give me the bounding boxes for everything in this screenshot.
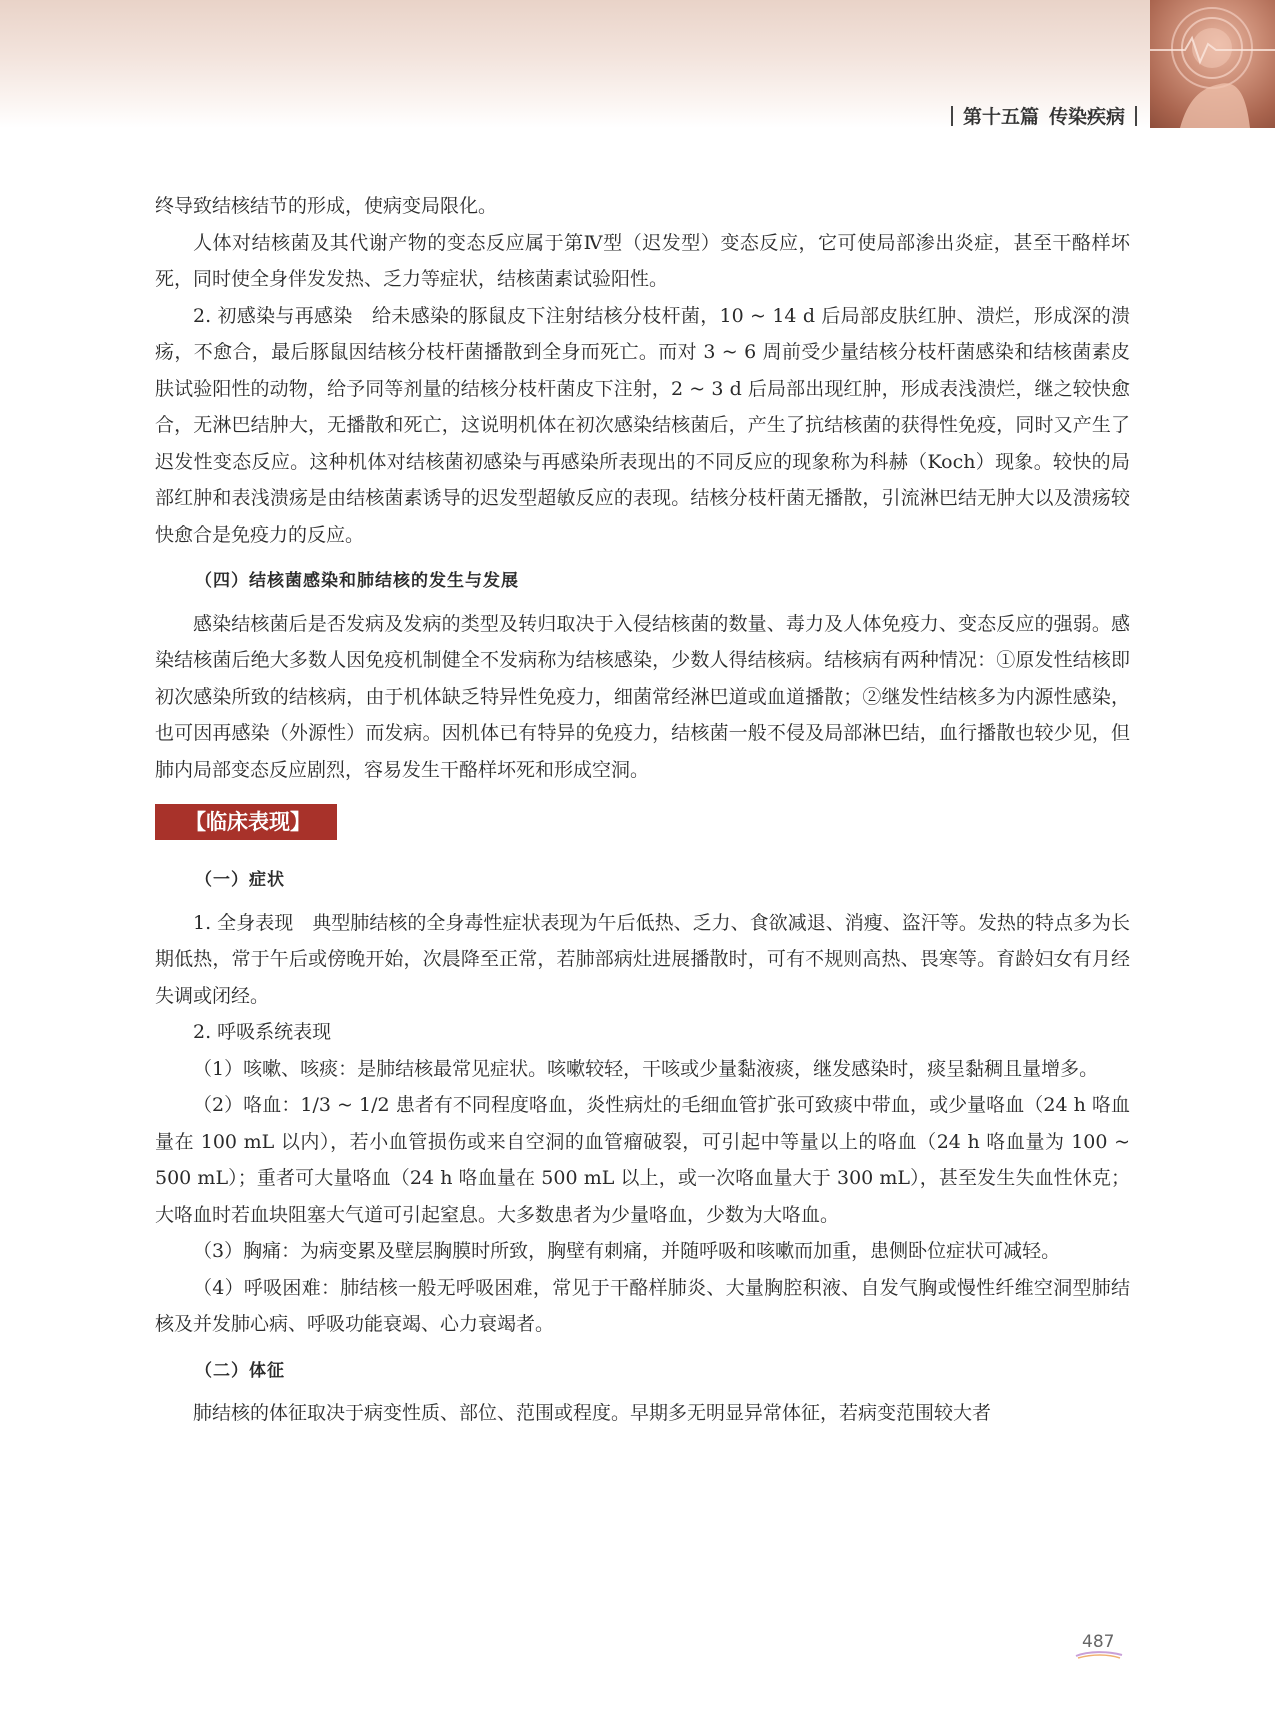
chapter-label: 传染疾病 xyxy=(1048,106,1125,128)
subsection-heading: （二）体征 xyxy=(195,1360,285,1381)
subsection-heading: （四）结核菌感染和肺结核的发生与发展 xyxy=(195,571,519,591)
paragraph: （2）咯血：1/3 ~ 1/2 患者有不同程度咯血，炎性病灶的毛细血管扩张可致痰中带血，或少量咯血（24 h 咯血量在 100 mL 以内），若小血管损伤或来自空洞的血管瘤破裂，可引起中等量以上的咯血（24 h 咯血量为 100 ~ 500 mL）；重者可大量咯血（24 h 咯血量在 500 mL 以上，或一次咯血量大于 300 mL），甚至发生失血性休克；大咯血时若血块阻塞大气道可引起窒息。大多数患者为少量咯血，少数为大咯血。 xyxy=(155,1094,1130,1226)
part-label: 第十五篇 xyxy=(962,106,1039,128)
paragraph: （1）咳嗽、咳痰：是肺结核最常见症状。咳嗽较轻，干咳或少量黏液痰，继发感染时，痰呈黏稠且量增多。 xyxy=(193,1057,1099,1080)
paragraph: 感染结核菌后是否发病及发病的类型及转归取决于入侵结核菌的数量、毒力及人体免疫力、变态反应的强弱。感染结核菌后绝大多数人因免疫机制健全不发病称为结核感染，少数人得结核病。结核病有两种情况：①原发性结核即初次感染所致的结核病，由于机体缺乏特异性免疫力，细菌常经淋巴道或血道播散；②继发性结核多为内源性感染，也可因再感染（外源性）而发病。因机体已有特异的免疫力，结核菌一般不侵及局部淋巴结，血行播散也较少见，但肺内局部变态反应剧烈，容易发生干酪样坏死和形成空洞。 xyxy=(155,612,1130,781)
page-number: 487 xyxy=(1082,1632,1115,1652)
paragraph: （3）胸痛：为病变累及壁层胸膜时所致，胸壁有刺痛，并随呼吸和咳嗽而加重，患侧卧位症状可减轻。 xyxy=(193,1240,1061,1262)
paragraph: 终导致结核结节的形成，使病变局限化。 xyxy=(155,195,498,217)
paragraph: 肺结核的体征取决于病变性质、部位、范围或程度。早期多无明显异常体征，若病变范围较大者 xyxy=(193,1402,992,1424)
main-content xyxy=(155,188,1130,1432)
paragraph: （4）呼吸困难：肺结核一般无呼吸困难，常见于干酪样肺炎、大量胸腔积液、自发气胸或慢性纤维空洞型肺结核及并发肺心病、呼吸功能衰竭、心力衰竭者。 xyxy=(155,1276,1130,1335)
stethoscope-illustration xyxy=(1150,0,1275,128)
paragraph: 2. 初感染与再感染 给未感染的豚鼠皮下注射结核分枝杆菌，10 ~ 14 d 后局部皮肤红肿、溃烂，形成深的溃疡，不愈合，最后豚鼠因结核分枝杆菌播散到全身而死亡。而对 3 ~ 6 周前受少量结核分枝杆菌感染和结核菌素皮肤试验阳性的动物，给予同等剂量的结核分枝杆菌皮下注射，2 ~ 3 d 后局部出现红肿，形成表浅溃烂，继之较快愈合，无淋巴结肿大，无播散和死亡，这说明机体在初次感染结核菌后，产生了抗结核菌的获得性免疫，同时又产生了迟发性变态反应。这种机体对结核菌初感染与再感染所表现出的不同反应的现象称为科赫（Koch）现象。较快的局部红肿和表浅溃疡是由结核菌素诱导的迟发型超敏反应的表现。结核分枝杆菌无播散，引流淋巴结无肿大以及溃疡较快愈合是免疫力的反应。 xyxy=(155,304,1130,546)
chapter-header xyxy=(951,102,1137,129)
subsection-heading: （一）症状 xyxy=(195,870,285,890)
section-banner: 【临床表现】 xyxy=(155,804,337,840)
page-number-swoosh-icon xyxy=(1074,1650,1124,1660)
paragraph: 人体对结核菌及其代谢产物的变态反应属于第Ⅳ型（迟发型）变态反应，它可使局部渗出炎症，甚至干酪样坏死，同时使全身伴发发热、乏力等症状，结核菌素试验阳性。 xyxy=(155,231,1130,290)
header-divider xyxy=(1135,106,1137,126)
paragraph: 2. 呼吸系统表现 xyxy=(193,1021,332,1043)
header-divider xyxy=(951,106,953,126)
paragraph: 1. 全身表现 典型肺结核的全身毒性症状表现为午后低热、乏力、食欲减退、消瘦、盗汗等。发热的特点多为长期低热，常于午后或傍晚开始，次晨降至正常，若肺部病灶进展播散时，可有不规则高热、畏寒等。育龄妇女有月经失调或闭经。 xyxy=(155,911,1130,1007)
